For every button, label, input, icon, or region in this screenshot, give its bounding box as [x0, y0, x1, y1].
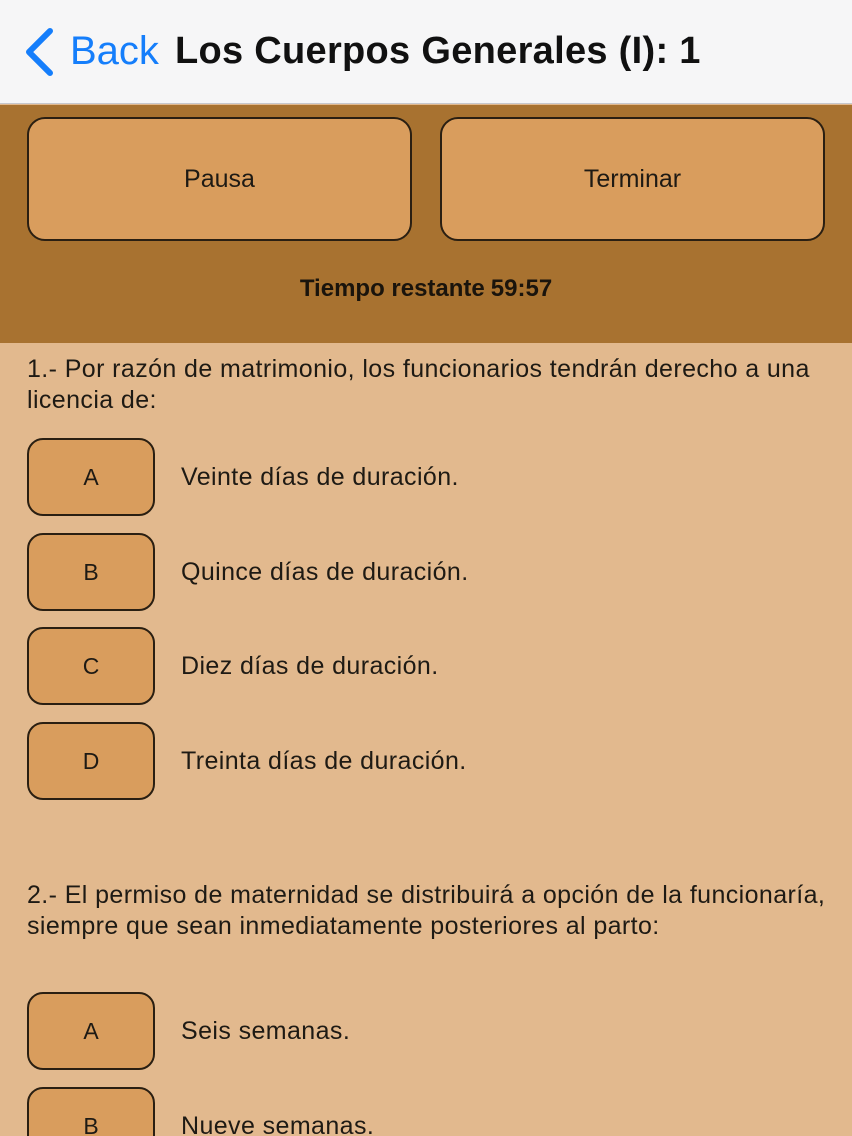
navigation-bar	[0, 0, 852, 104]
timer-value: 59:57	[490, 275, 553, 302]
question-2-option-a	[27, 992, 807, 1070]
answer-button-a[interactable]: A	[27, 992, 155, 1070]
page-title: Los Cuerpos Generales (I): 1	[174, 30, 701, 72]
answer-button-a[interactable]: A	[27, 438, 155, 516]
question-2-option-b	[27, 1087, 807, 1136]
pause-button[interactable]: Pausa	[27, 117, 412, 241]
question-2-text: 2.- El permiso de maternidad se distribuirá a opción de la funcionaría, siempre que sean inmediatamente posteriores al parto:	[27, 881, 826, 940]
answer-text: Seis semanas.	[181, 1016, 351, 1045]
answer-text: Veinte días de duración.	[181, 462, 459, 491]
timer-label: Tiempo restante	[299, 275, 485, 302]
answer-text: Treinta días de duración.	[181, 746, 467, 775]
answer-button-d[interactable]: D	[27, 722, 155, 800]
answer-button-b[interactable]: B	[27, 1087, 155, 1136]
question-1-option-b	[27, 533, 807, 611]
back-label: Back	[70, 29, 159, 73]
answer-text: Quince días de duración.	[181, 557, 469, 586]
answer-text: Nueve semanas.	[181, 1111, 375, 1136]
time-remaining	[0, 275, 852, 303]
question-1-text: 1.- Por razón de matrimonio, los funcionarios tendrán derecho a una licencia de:	[27, 355, 810, 414]
answer-button-b[interactable]: B	[27, 533, 155, 611]
finish-button[interactable]: Terminar	[440, 117, 825, 241]
question-1-option-c	[27, 627, 807, 705]
answer-button-c[interactable]: C	[27, 627, 155, 705]
control-panel	[0, 105, 852, 343]
question-1-option-d	[27, 722, 807, 800]
chevron-left-icon	[22, 27, 56, 77]
question-1-option-a	[27, 438, 807, 516]
back-button[interactable]	[22, 22, 159, 82]
answer-text: Diez días de duración.	[181, 651, 439, 680]
